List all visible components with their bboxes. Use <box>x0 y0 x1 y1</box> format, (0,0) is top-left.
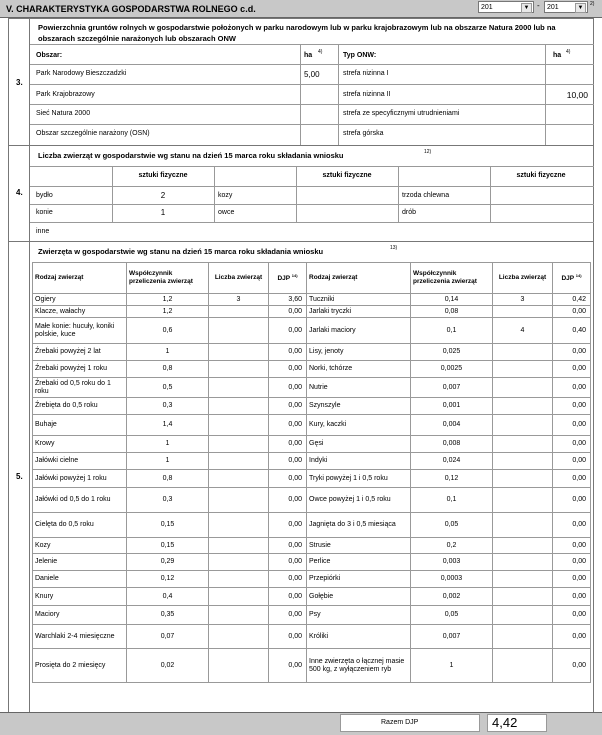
animal-count[interactable] <box>209 306 269 318</box>
table-row <box>33 538 591 554</box>
djp-value: 0,00 <box>553 606 591 625</box>
djp-value: 0,00 <box>553 513 591 538</box>
livestock-label: drób <box>402 209 417 216</box>
coefficient: 0,05 <box>411 513 493 538</box>
area-label: Obszar: <box>36 52 63 59</box>
djp-value: 0,00 <box>269 606 307 625</box>
coefficient: 0,008 <box>411 436 493 453</box>
section5-footnote: 13) <box>390 245 398 251</box>
djp-value: 0,00 <box>553 378 591 398</box>
animal-count[interactable] <box>209 398 269 415</box>
djp-label: DJP <box>561 275 574 283</box>
animal-count[interactable] <box>493 606 553 625</box>
animal-kind: Inne zwierzęta o łącznej masie 500 kg, z wyłączeniem ryb <box>307 649 411 683</box>
coefficient: 0,025 <box>411 344 493 361</box>
animal-kind: Klacze, wałachy <box>33 306 127 318</box>
djp-value: 0,00 <box>269 398 307 415</box>
animal-kind: Ogiery <box>33 294 127 306</box>
animal-kind: Lisy, jenoty <box>307 344 411 361</box>
djp-value: 0,00 <box>553 436 591 453</box>
animal-count[interactable] <box>493 415 553 436</box>
animal-kind: Tryki powyżej 1 i 0,5 roku <box>307 470 411 488</box>
table-row <box>33 378 591 398</box>
animal-kind: Tuczniki <box>307 294 411 306</box>
coefficient: 0,001 <box>411 398 493 415</box>
coefficient: 0,2 <box>411 538 493 554</box>
animal-count[interactable] <box>493 306 553 318</box>
animal-count[interactable]: 4 <box>493 318 553 344</box>
table-row <box>33 294 591 306</box>
col-header-count: Liczba zwierząt <box>493 263 553 294</box>
section5-title <box>38 247 323 256</box>
section-header-bar <box>0 0 602 18</box>
animal-kind: Nutrie <box>307 378 411 398</box>
coefficient: 0,3 <box>127 488 209 513</box>
table-row <box>33 361 591 378</box>
table-row <box>33 436 591 453</box>
total-djp-label: Razem DJP <box>381 719 419 726</box>
year-from-select[interactable] <box>478 1 534 13</box>
animal-kind: Jarlaki tryczki <box>307 306 411 318</box>
table-row <box>33 625 591 649</box>
section-title: V. CHARAKTERYSTYKA GOSPODARSTWA ROLNEGO c.d. <box>6 4 256 14</box>
animal-kind: Indyki <box>307 453 411 470</box>
coefficient: 1 <box>127 453 209 470</box>
animal-kind: Małe konie: hucuły, koniki polskie, kuce <box>33 318 127 344</box>
djp-value: 0,00 <box>553 649 591 683</box>
animal-kind: Szynszyle <box>307 398 411 415</box>
table-header-row <box>33 263 591 294</box>
djp-footnote: 14) <box>291 273 298 279</box>
coefficient: 0,5 <box>127 378 209 398</box>
djp-value: 0,00 <box>269 588 307 606</box>
animal-kind: Jagnięta do 3 i 0,5 miesiąca <box>307 513 411 538</box>
animal-kind: Jałówki powyżej 1 roku <box>33 470 127 488</box>
animal-count[interactable] <box>209 649 269 683</box>
year-from-value: 201 <box>481 4 493 11</box>
animal-count[interactable] <box>209 513 269 538</box>
animal-count[interactable] <box>209 588 269 606</box>
coefficient: 0,003 <box>411 554 493 571</box>
djp-value: 0,00 <box>553 538 591 554</box>
djp-value: 0,00 <box>269 649 307 683</box>
coefficient: 0,004 <box>411 415 493 436</box>
animal-kind: Gołębie <box>307 588 411 606</box>
djp-value: 0,00 <box>269 554 307 571</box>
animal-count[interactable] <box>493 344 553 361</box>
animal-kind: Jałówki cielne <box>33 453 127 470</box>
animal-kind: Kozy <box>33 538 127 554</box>
animal-kind: Maciory <box>33 606 127 625</box>
coefficient: 0,08 <box>411 306 493 318</box>
livestock-label: konie <box>36 209 53 216</box>
area-name: Obszar szczególnie narażony (OSN) <box>36 130 150 137</box>
area-name: Sieć Natura 2000 <box>36 110 91 117</box>
table-row <box>33 488 591 513</box>
table-row <box>33 606 591 625</box>
col-header-kind: Rodzaj zwierząt <box>307 263 411 294</box>
djp-value: 0,00 <box>269 378 307 398</box>
animal-kind: Owce powyżej 1 i 0,5 roku <box>307 488 411 513</box>
coefficient: 0,1 <box>411 488 493 513</box>
animal-count[interactable] <box>209 378 269 398</box>
animal-count[interactable] <box>209 606 269 625</box>
table-row <box>33 513 591 538</box>
animal-count[interactable] <box>493 649 553 683</box>
animal-kind: Cielęta do 0,5 roku <box>33 513 127 538</box>
coefficient: 0,07 <box>127 625 209 649</box>
area-name: Park Krajobrazowy <box>36 91 95 98</box>
coefficient: 0,8 <box>127 470 209 488</box>
animal-kind: Norki, tchórze <box>307 361 411 378</box>
animal-count[interactable] <box>209 318 269 344</box>
year-to-select[interactable] <box>544 1 588 13</box>
animal-kind: Warchlaki 2-4 miesięczne <box>33 625 127 649</box>
animal-kind: Króliki <box>307 625 411 649</box>
animal-kind: Jelenie <box>33 554 127 571</box>
animal-count[interactable] <box>209 344 269 361</box>
animal-count[interactable] <box>493 488 553 513</box>
total-djp-value[interactable]: 4,42 <box>487 714 547 732</box>
coefficient: 0,14 <box>411 294 493 306</box>
animal-count[interactable] <box>209 453 269 470</box>
animal-kind: Jałówki od 0,5 do 1 roku <box>33 488 127 513</box>
chevron-down-icon: ▼ <box>575 3 586 13</box>
animal-kind: Gęsi <box>307 436 411 453</box>
coefficient: 0,35 <box>127 606 209 625</box>
table-row <box>33 398 591 415</box>
year-footnote: 2) <box>590 1 595 7</box>
djp-value: 0,00 <box>269 361 307 378</box>
djp-value: 0,00 <box>269 513 307 538</box>
onw-ha-label: ha <box>553 52 562 59</box>
table-row <box>33 453 591 470</box>
djp-value: 0,00 <box>269 318 307 344</box>
col-header-count: Liczba zwierząt <box>209 263 269 294</box>
livestock-label: kozy <box>218 192 233 199</box>
year-separator: - <box>537 1 540 10</box>
coefficient: 0,024 <box>411 453 493 470</box>
animal-count[interactable]: 3 <box>209 294 269 306</box>
onw-ha-value[interactable]: 10,00 <box>566 90 588 100</box>
animal-kind: Źrebięta do 0,5 roku <box>33 398 127 415</box>
table-row <box>33 415 591 436</box>
table-row <box>33 588 591 606</box>
djp-value: 0,00 <box>269 488 307 513</box>
onw-ha-footnote: 4) <box>566 49 571 55</box>
section4-footnote: 12) <box>424 149 432 155</box>
coefficient: 1 <box>127 344 209 361</box>
section4-number: 4. <box>16 188 23 197</box>
livestock-label: trzoda chlewna <box>402 192 450 199</box>
coefficient: 1 <box>127 436 209 453</box>
table-row <box>33 571 591 588</box>
total-label-box <box>340 714 480 732</box>
djp-value: 3,60 <box>269 294 307 306</box>
animal-count[interactable] <box>493 398 553 415</box>
animal-kind: Strusie <box>307 538 411 554</box>
coefficient: 0,05 <box>411 606 493 625</box>
djp-value: 0,00 <box>269 415 307 436</box>
animal-kind: Krowy <box>33 436 127 453</box>
animal-kind: Źrebaki od 0,5 roku do 1 roku <box>33 378 127 398</box>
section3-number: 3. <box>16 78 23 87</box>
col-header-coefficient: Współczynnik przeliczenia zwierząt <box>411 263 493 294</box>
djp-label: DJP <box>277 275 290 283</box>
table-row <box>33 554 591 571</box>
table-row <box>33 470 591 488</box>
onw-name: strefa górska <box>343 130 384 137</box>
animal-count[interactable] <box>209 488 269 513</box>
section4-title <box>38 151 344 160</box>
djp-value: 0,00 <box>269 344 307 361</box>
coefficient: 0,8 <box>127 361 209 378</box>
animal-kind: Prosięta do 2 miesięcy <box>33 649 127 683</box>
djp-value: 0,00 <box>553 415 591 436</box>
section4-title-text: Liczba zwierząt w gospodarstwie wg stanu na dzień 15 marca roku składania wniosku <box>38 151 344 160</box>
coefficient: 1,2 <box>127 306 209 318</box>
animal-count[interactable] <box>493 625 553 649</box>
col-header-kind: Rodzaj zwierząt <box>33 263 127 294</box>
coefficient: 0,002 <box>411 588 493 606</box>
table-row <box>33 344 591 361</box>
col-header-djp <box>553 263 591 294</box>
coefficient: 0,02 <box>127 649 209 683</box>
djp-value: 0,00 <box>269 470 307 488</box>
djp-value: 0,00 <box>553 344 591 361</box>
coefficient: 0,6 <box>127 318 209 344</box>
animal-count[interactable]: 3 <box>493 294 553 306</box>
djp-value: 0,00 <box>553 361 591 378</box>
animal-kind: Jarlaki maciory <box>307 318 411 344</box>
coefficient: 0,4 <box>127 588 209 606</box>
animal-count[interactable] <box>209 571 269 588</box>
ha-label: ha <box>304 52 313 59</box>
coefficient: 1,4 <box>127 415 209 436</box>
animal-count[interactable] <box>209 538 269 554</box>
djp-value: 0,00 <box>269 453 307 470</box>
animal-kind: Daniele <box>33 571 127 588</box>
livestock-label: bydło <box>36 192 53 199</box>
animal-count[interactable] <box>209 415 269 436</box>
year-to-value: 201 <box>547 4 559 11</box>
chevron-down-icon: ▼ <box>521 3 532 13</box>
djp-value: 0,40 <box>553 318 591 344</box>
animal-kind: Źrebaki powyżej 2 lat <box>33 344 127 361</box>
djp-value: 0,42 <box>553 294 591 306</box>
animal-kind: Buhaje <box>33 415 127 436</box>
animal-count[interactable] <box>493 436 553 453</box>
coefficient: 0,15 <box>127 513 209 538</box>
coefficient: 0,007 <box>411 625 493 649</box>
djp-value: 0,00 <box>553 571 591 588</box>
animal-kind: Psy <box>307 606 411 625</box>
table-row <box>33 649 591 683</box>
col-header-coefficient: Współczynnik przeliczenia zwierząt <box>127 263 209 294</box>
livestock-label: inne <box>36 228 50 235</box>
djp-value: 0,00 <box>553 488 591 513</box>
djp-value: 0,00 <box>269 625 307 649</box>
onw-name: strefa ze specyficznymi utrudnieniami <box>343 110 460 117</box>
djp-value: 0,00 <box>553 554 591 571</box>
djp-value: 0,00 <box>553 398 591 415</box>
animal-count[interactable] <box>209 361 269 378</box>
onw-label: Typ ONW: <box>343 52 377 59</box>
animal-kind: Perlice <box>307 554 411 571</box>
section5-number: 5. <box>16 472 23 481</box>
djp-value: 0,00 <box>269 538 307 554</box>
djp-footnote: 14) <box>575 273 582 279</box>
coefficient: 0,12 <box>127 571 209 588</box>
section5-title-text: Zwierzęta w gospodarstwie wg stanu na dzień 15 marca roku składania wniosku <box>38 247 324 256</box>
coefficient: 0,15 <box>127 538 209 554</box>
djp-value: 0,00 <box>553 306 591 318</box>
coefficient: 0,29 <box>127 554 209 571</box>
table-row <box>33 318 591 344</box>
coefficient: 0,1 <box>411 318 493 344</box>
area-ha-value[interactable]: 5,00 <box>304 70 320 79</box>
animal-kind: Źrebaki powyżej 1 roku <box>33 361 127 378</box>
animals-table <box>32 262 591 683</box>
coefficient: 0,007 <box>411 378 493 398</box>
animal-count[interactable] <box>209 436 269 453</box>
animal-count[interactable] <box>493 588 553 606</box>
animal-count[interactable] <box>493 453 553 470</box>
animal-count[interactable] <box>493 554 553 571</box>
coefficient: 0,3 <box>127 398 209 415</box>
animal-count[interactable] <box>493 513 553 538</box>
coefficient: 0,0003 <box>411 571 493 588</box>
onw-name: strefa nizinna I <box>343 70 389 77</box>
col-header-djp <box>269 263 307 294</box>
djp-value: 0,00 <box>269 436 307 453</box>
col-header-physical-units: sztuki fizyczne <box>516 172 566 179</box>
animal-count[interactable] <box>209 470 269 488</box>
animal-count[interactable] <box>493 378 553 398</box>
animal-count[interactable] <box>493 470 553 488</box>
djp-value: 0,00 <box>553 470 591 488</box>
djp-value: 0,00 <box>553 625 591 649</box>
coefficient: 0,12 <box>411 470 493 488</box>
animal-count[interactable] <box>209 554 269 571</box>
djp-value: 0,00 <box>553 588 591 606</box>
livestock-label: owce <box>218 209 235 216</box>
animal-count[interactable] <box>493 571 553 588</box>
animal-kind: Przepiórki <box>307 571 411 588</box>
onw-name: strefa nizinna II <box>343 91 391 98</box>
coefficient: 0,0025 <box>411 361 493 378</box>
coefficient: 1,2 <box>127 294 209 306</box>
area-name: Park Narodowy Bieszczadzki <box>36 70 127 77</box>
djp-value: 0,00 <box>269 571 307 588</box>
animal-count[interactable] <box>493 538 553 554</box>
coefficient: 1 <box>411 649 493 683</box>
col-header-physical-units: sztuki fizyczne <box>322 172 372 179</box>
animal-count[interactable] <box>209 625 269 649</box>
col-header-physical-units: sztuki fizyczne <box>138 172 188 179</box>
ha-footnote: 4) <box>318 49 323 55</box>
djp-value: 0,00 <box>553 453 591 470</box>
livestock-count[interactable]: 2 <box>160 191 166 200</box>
animal-kind: Kury, kaczki <box>307 415 411 436</box>
djp-value: 0,00 <box>269 306 307 318</box>
livestock-count[interactable]: 1 <box>160 208 166 217</box>
animal-kind: Knury <box>33 588 127 606</box>
section3-title: Powierzchnia gruntów rolnych w gospodarstwie położonych w parku narodowym lub w parku krajobrazowym lub na obszarze Natura 2000 lub na obszarach szczególnie narażonych lub obszarach ONW <box>38 23 556 43</box>
animal-count[interactable] <box>493 361 553 378</box>
table-row <box>33 306 591 318</box>
